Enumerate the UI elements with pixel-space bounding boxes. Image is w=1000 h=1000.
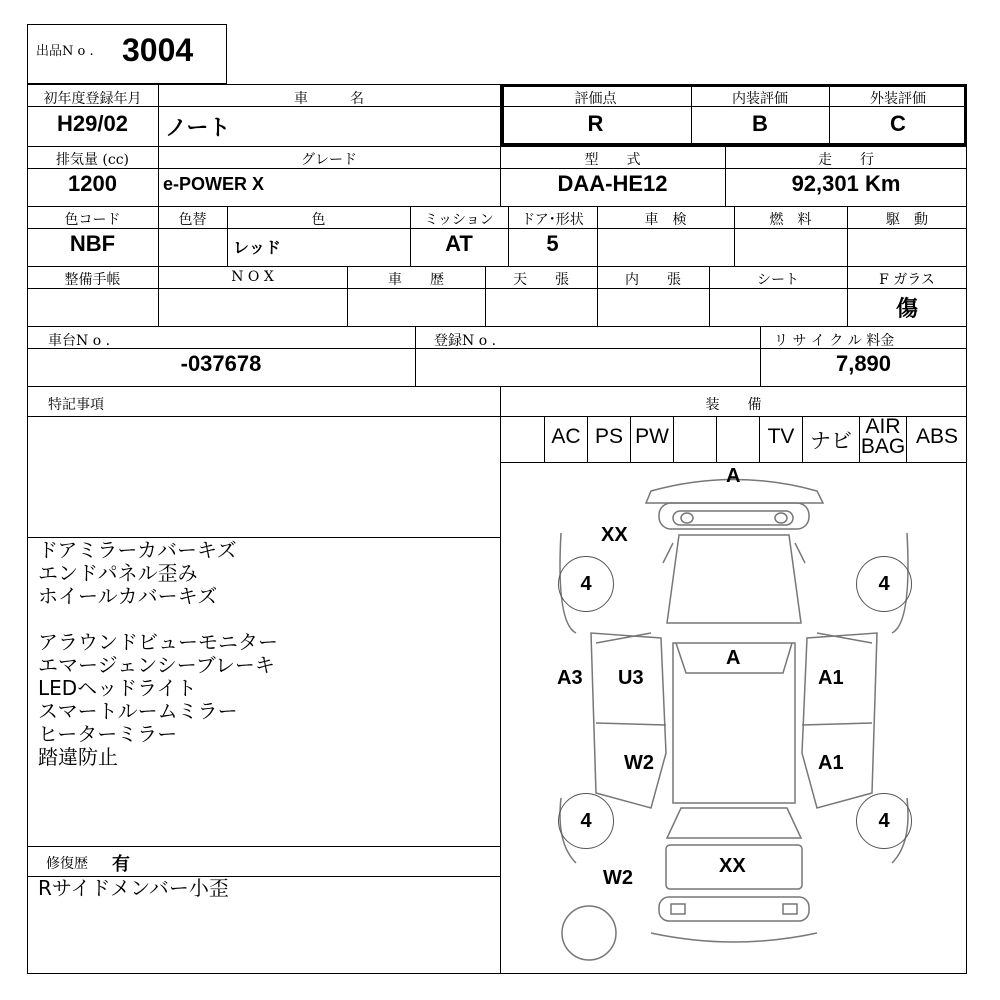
seat-label: シート (757, 272, 799, 288)
displacement-value: 1200 (68, 171, 117, 196)
mark-left-front-outer: A3 (557, 667, 583, 689)
equip-ps: PS (594, 425, 623, 448)
color-code-label: 色コード (64, 212, 121, 228)
reg-no-label: 登録N o . (434, 333, 497, 349)
interior-label: 内装評価 (732, 91, 788, 107)
repair-value: 有 (112, 854, 130, 875)
mark-front-bumper: A (726, 465, 741, 487)
car-name-value: ノート (165, 115, 231, 140)
color-label: 色 (311, 212, 326, 228)
equipment-label: 装 備 (705, 397, 762, 413)
remark-line: ヒーターミラー (38, 722, 178, 746)
mission-value: AT (445, 231, 473, 256)
inner-label: 内 張 (625, 272, 681, 288)
lot-label: 出品N o . (36, 44, 94, 59)
mileage-value: 92,301 Km (791, 171, 901, 196)
first-reg-label: 初年度登録年月 (43, 91, 142, 107)
lot-number: 3004 (122, 32, 194, 68)
color-code-value: NBF (69, 231, 116, 256)
tire-front-right: 4 (856, 556, 912, 612)
exterior-value: C (890, 111, 906, 136)
car-diagram (501, 463, 966, 973)
grade-value: e-POWER X (163, 174, 265, 194)
glass-value: 傷 (895, 296, 918, 321)
equip-airbag: AIR BAG (860, 415, 906, 458)
model-value: DAA-HE12 (557, 171, 668, 196)
repair-label: 修復歴 (46, 856, 88, 872)
inspection-label: 車 検 (644, 212, 687, 228)
mark-right-rear-door: A1 (818, 752, 844, 774)
fuel-label: 燃 料 (769, 212, 812, 228)
door-value: 5 (546, 231, 559, 256)
score-label: 評価点 (574, 91, 617, 107)
remark-line: エンドパネル歪み (38, 561, 198, 585)
mark-right-front-door: A1 (818, 667, 844, 689)
glass-label: F ガラス (879, 272, 935, 288)
mark-hood: A (726, 647, 741, 669)
mark-left-mirror: XX (601, 524, 628, 546)
drive-label: 駆 動 (886, 212, 928, 228)
chassis-label: 車台N o . (48, 333, 111, 349)
equip-tv: TV (767, 425, 795, 448)
displacement-label: 排気量 (cc) (55, 152, 130, 168)
interior-value: B (752, 111, 768, 136)
color-change-label: 色替 (178, 212, 207, 228)
first-reg-value: H29/02 (57, 111, 128, 136)
remarks-label: 特記事項 (48, 397, 104, 413)
mark-left-rear-door: W2 (624, 752, 654, 774)
equip-abs: ABS (915, 425, 959, 448)
tire-rear-left: 4 (558, 793, 614, 849)
tire-front-left: 4 (558, 556, 614, 612)
remark-line: LEDヘッドライト (38, 676, 197, 700)
score-value: R (587, 111, 604, 136)
recycle-value: 7,890 (835, 351, 892, 376)
recycle-label: リ サ イ ク ル 料金 (774, 333, 895, 349)
mark-rear: XX (719, 855, 746, 877)
chassis-value: -037678 (180, 351, 262, 376)
exterior-label: 外装評価 (870, 91, 926, 107)
color-value: レッド (233, 240, 281, 257)
model-label: 型 式 (584, 152, 641, 168)
equip-pw: PW (635, 425, 669, 448)
grade-label: グレード (301, 152, 357, 168)
remark-line: スマートルームミラー (38, 699, 238, 723)
equip-ac: AC (551, 425, 581, 448)
roof-label: 天 張 (513, 272, 569, 288)
nox-label: N O X (231, 269, 274, 285)
mark-left-front-door: U3 (618, 667, 644, 689)
mark-left-rear-quarter: W2 (603, 867, 633, 889)
history-label: 車 歴 (388, 272, 444, 288)
mission-label: ミッション (424, 212, 494, 228)
remark-line: ホイールカバーキズ (38, 584, 218, 608)
repair-note: Rサイドメンバー小歪 (38, 876, 229, 900)
door-label: ドア･形状 (521, 212, 584, 228)
remark-line: アラウンドビューモニター (38, 630, 278, 654)
manual-label: 整備手帳 (64, 272, 121, 288)
mileage-label: 走 行 (818, 152, 874, 168)
equip-navi: ナビ (810, 430, 852, 453)
remark-line: ドアミラーカバーキズ (38, 538, 237, 562)
remark-line: 踏違防止 (38, 745, 118, 769)
tire-rear-right: 4 (856, 793, 912, 849)
car-name-label: 車 名 (294, 91, 364, 107)
remark-line: エマージェンシーブレーキ (38, 653, 275, 677)
